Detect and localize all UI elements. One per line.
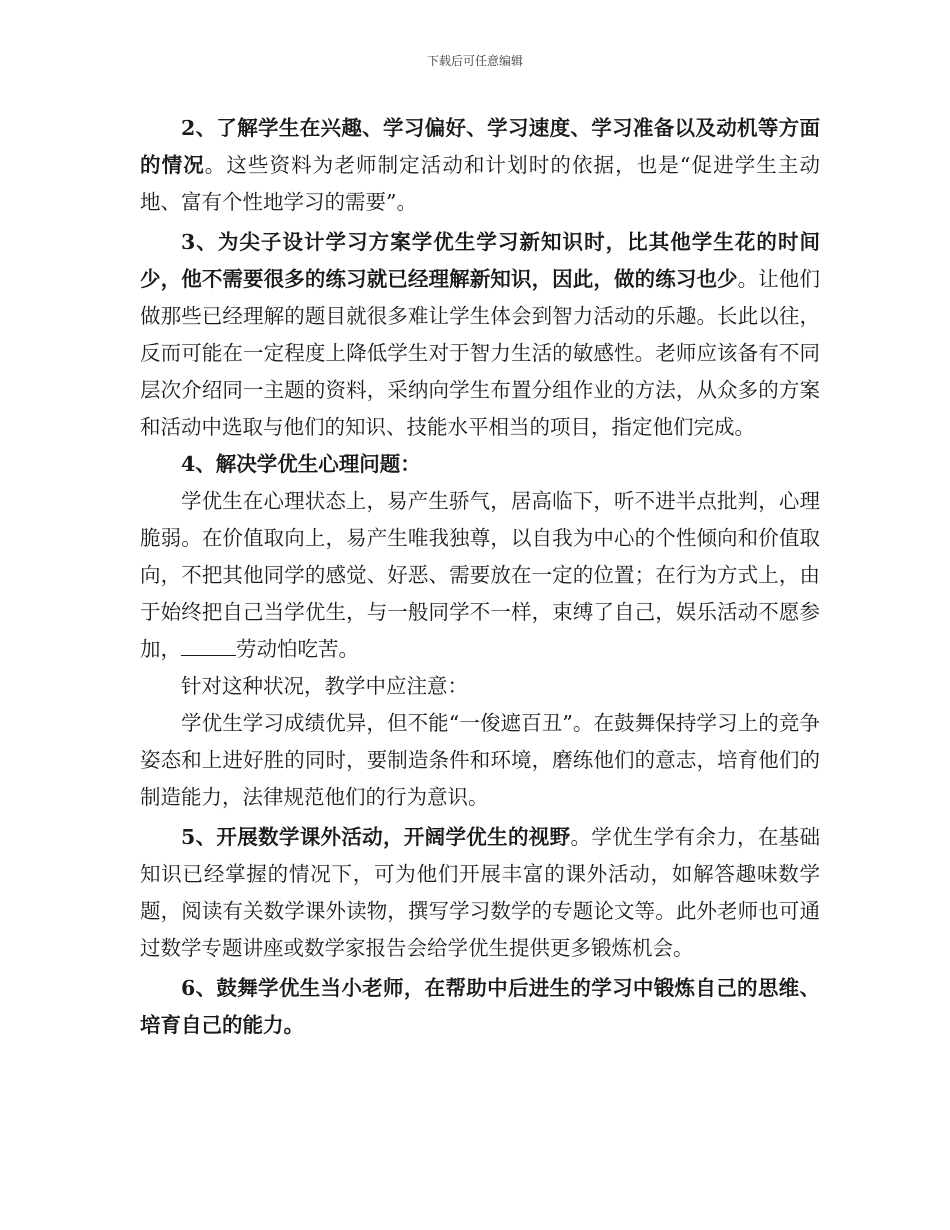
paragraph-3-heading: 3、为尖子设计学习方案学优生学习新知识时，比其他学生花的时间少，他不需要很多的练习就已经理解新知识，因此，做的练习也少 <box>140 230 820 291</box>
paragraph-4-heading: 4、解决学优生心理问题： <box>181 452 421 476</box>
paragraph-5-heading: 5、开展数学课外活动，开阔学优生的视野 <box>181 825 571 849</box>
page-header: 下载后可任意编辑 <box>426 54 523 68</box>
paragraph-4-note: 针对这种状况，教学中应注意： <box>181 674 468 698</box>
paragraph-3-text: 。让他们做那些已经理解的题目就很多难让学生体会到智力活动的乐趣。长此以往，反而可能在一定程度上降低学生对于智力生活的敏感性。老师应该备有不同层次介绍同一主题的资料，采纳向学生布置分组作业的方法，从众多的方案和活动中选取与他们的知识、技能水平相当的项目，指定他们完成。 <box>140 267 820 439</box>
paragraph-4-body-text: 学优生在心理状态上，易产生骄气，居高临下，听不进半点批判，心理脆弱。在价值取向上，易产生唯我独尊，以自我为中心的个性倾向和价值取向，不把其他同学的感觉、好恶、需要放在一定的位置；在行为方式上，由于始终把自己当学优生，与一般同学不一样，束缚了自己，娱乐活动不愿参加， <box>140 489 820 661</box>
paragraph-4-advice: 学优生学习成绩优异，但不能“一俊遮百丑”。在鼓舞保持学习上的竞争姿态和上进好胜的同时，要制造条件和环境，磨练他们的意志，培育他们的制造能力，法律规范他们的行为意识。 <box>140 711 820 809</box>
fill-in-blank <box>181 635 236 657</box>
paragraph-5-text: 。学优生学有余力，在基础知识已经掌握的情况下，可为他们开展丰富的课外活动，如解答趣味数学题，阅读有关数学课外读物，撰写学习数学的专题论文等。此外老师也可通过数学专题讲座或数学家报告会给学优生提供更多锻炼机会。 <box>140 825 821 960</box>
paragraph-2-text: 。这些资料为老师制定活动和计划时的依据，也是“促进学生主动地、富有个性地学习的需要”。 <box>140 153 820 214</box>
paragraph-3 <box>140 224 820 446</box>
paragraph-6: 6、鼓舞学优生当小老师，在帮助中后进生的学习中锻炼自己的思维、培育自己的能力。 <box>140 976 820 1037</box>
paragraph-2-heading: 2、了解学生在兴趣、学习偏好、学习速度、学习准备以及动机等方面的情况 <box>140 116 820 177</box>
paragraph-4-body <box>140 483 820 668</box>
paragraph-2 <box>140 110 820 221</box>
paragraph-4-body-end: 劳动怕吃苦。 <box>236 637 359 661</box>
paragraph-5 <box>140 819 820 967</box>
document-body <box>140 110 820 1044</box>
